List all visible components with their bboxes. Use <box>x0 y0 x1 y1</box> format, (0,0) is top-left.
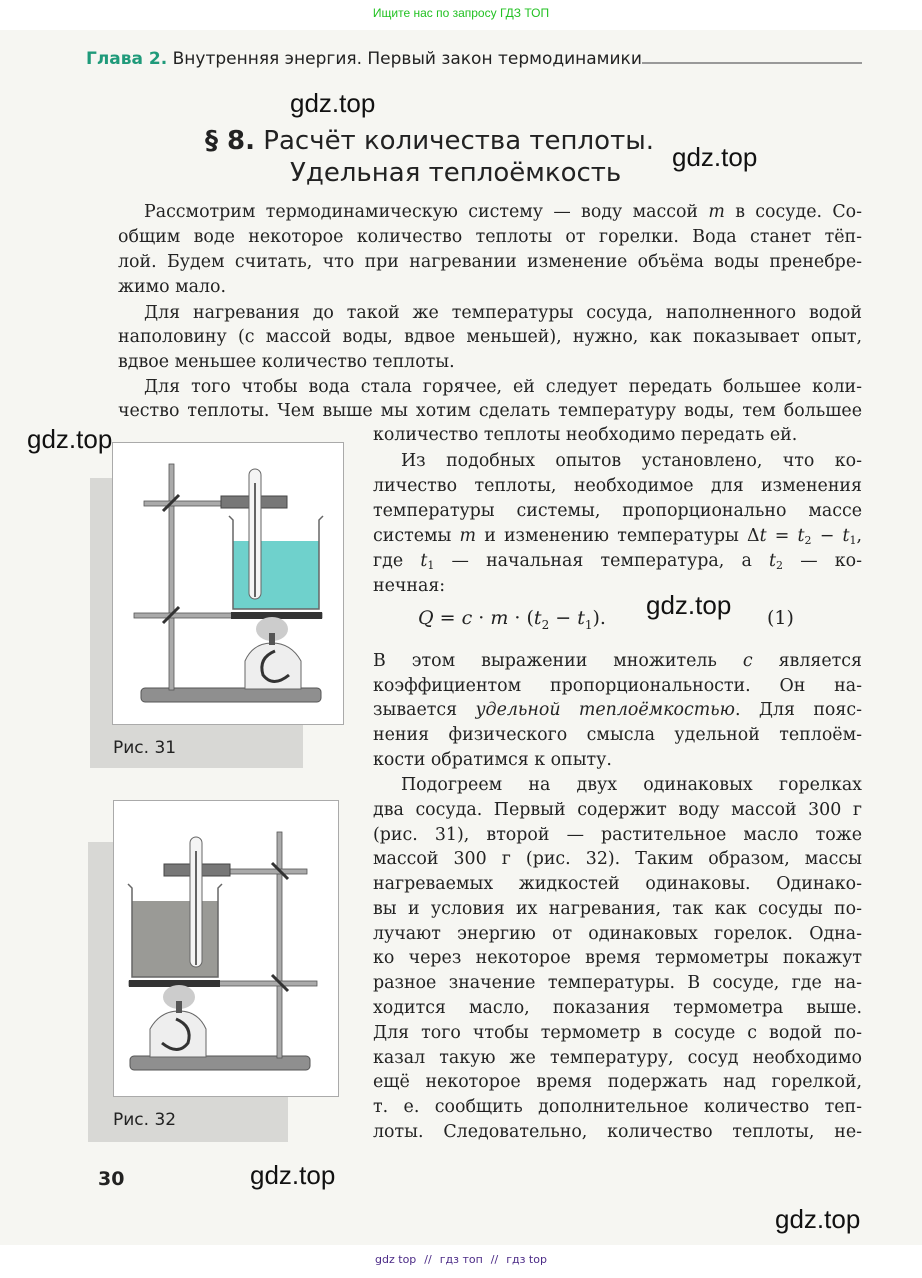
heating-oil-illustration <box>114 801 338 1096</box>
text-line <box>373 499 862 523</box>
subscript: 2 <box>804 534 812 547</box>
footer-link-gdz-top[interactable]: gdz top <box>375 1253 417 1266</box>
text-line <box>373 847 862 871</box>
search-banner-link[interactable]: Ищите нас по запросу ГДЗ ТОП <box>372 6 550 20</box>
text-line <box>401 449 862 473</box>
text-segment: системы <box>373 526 460 546</box>
text-segment: — начальная температура, а <box>434 551 770 571</box>
formula-t1: t <box>577 607 585 629</box>
text-line <box>373 872 862 896</box>
text-segment: зывается <box>373 700 476 720</box>
figure-31 <box>112 442 344 725</box>
text-segment: ходится масло, показания термометра выше. <box>373 998 862 1018</box>
formula-m: m <box>490 607 509 629</box>
lamp-wick-holder <box>269 633 275 645</box>
formula-eq: = <box>433 607 462 629</box>
liquid <box>233 541 319 609</box>
footer-link-gdz-top-ru[interactable]: гдз топ <box>439 1253 483 1266</box>
italic-term: t <box>769 551 777 571</box>
text-segment: = <box>766 526 798 546</box>
text-segment: нения физического смысла удельной теплоём- <box>373 725 862 745</box>
chapter-header <box>86 49 642 69</box>
formula-t2: t <box>533 607 542 629</box>
text-line <box>373 649 862 673</box>
formula-close: ). <box>592 607 606 629</box>
text-line <box>373 946 862 970</box>
text-line <box>373 1095 862 1119</box>
formula-number: (1) <box>767 607 794 629</box>
liquid <box>132 901 218 977</box>
text-segment: Для того чтобы термометр в сосуде с водой по- <box>373 1023 862 1043</box>
clamp-rod <box>227 869 307 874</box>
text-segment: . Для пояс- <box>734 700 862 720</box>
chapter-label: Глава 2. <box>86 49 168 69</box>
figure-32 <box>113 800 339 1097</box>
text-segment: вдвое меньшее количество теплоты. <box>118 352 455 372</box>
formula-sub2: 2 <box>541 617 550 632</box>
text-segment: температуры системы, пропорционально массе <box>373 501 862 521</box>
italic-term: m <box>708 202 725 222</box>
text-line <box>373 1120 862 1144</box>
text-segment: нечная: <box>373 576 446 596</box>
text-segment: т. е. сообщить дополнительное количество теп- <box>373 1097 862 1117</box>
text-line <box>401 773 862 797</box>
section-title-line2: Удельная теплоёмкость <box>290 158 622 188</box>
figure-31-caption: Рис. 31 <box>113 738 177 758</box>
text-segment: общим воде некоторое количество теплоты от горелки. Вода станет тёп- <box>118 227 862 247</box>
formula <box>418 607 606 632</box>
separator: // <box>424 1253 432 1266</box>
watermark: gdz.top <box>290 88 376 118</box>
text-segment: количество теплоты необходимо передать ей. <box>373 425 798 445</box>
stand-base <box>130 1056 310 1070</box>
text-segment: два сосуда. Первый содержит воду массой 300 г <box>373 800 862 820</box>
italic-term: t <box>842 526 850 546</box>
text-segment: где <box>373 551 421 571</box>
header-rule <box>642 62 862 64</box>
subscript: 1 <box>849 534 857 547</box>
text-segment: — ко- <box>783 551 863 571</box>
text-line <box>118 250 862 274</box>
footer-links <box>0 1253 922 1266</box>
watermark: gdz.top <box>250 1160 336 1190</box>
text-line <box>118 225 862 249</box>
text-line <box>373 748 862 772</box>
section-title-line1 <box>205 126 654 156</box>
figure-32-caption: Рис. 32 <box>113 1110 177 1130</box>
text-line <box>373 474 862 498</box>
text-segment: казал такую же температуру, сосуд необходимо <box>373 1048 862 1068</box>
text-line <box>144 200 862 224</box>
text-line <box>373 996 862 1020</box>
text-segment: чество теплоты. Чем выше мы хотим сделать температуру воды, тем большее <box>118 401 862 421</box>
text-segment: Рассмотрим термодинамическую систему — воду массой <box>144 202 709 222</box>
text-line <box>373 897 862 921</box>
text-segment: Для нагревания до такой же температуры сосуда, наполненного водой <box>144 303 862 323</box>
text-line <box>373 1021 862 1045</box>
text-segment: ко через некоторое время термометры покажут <box>373 948 862 968</box>
text-segment: В этом выражении множитель <box>373 651 743 671</box>
text-segment: разное значение температуры. В сосуде, где на- <box>373 973 862 993</box>
watermark: gdz.top <box>27 424 113 454</box>
italic-term: c <box>742 651 753 671</box>
stand-rod <box>277 832 282 1058</box>
text-line <box>373 524 862 548</box>
formula-c: c <box>461 607 473 629</box>
heating-water-illustration <box>113 443 343 724</box>
subscript: 1 <box>427 559 435 572</box>
text-line <box>373 798 862 822</box>
text-segment: в сосуде. Со- <box>724 202 862 222</box>
text-segment: вы и условия их нагревания, так как сосуды по- <box>373 899 862 919</box>
text-line <box>373 922 862 946</box>
watermark: gdz.top <box>672 142 758 172</box>
text-line <box>373 823 862 847</box>
text-segment: массой 300 г (рис. 32). Таким образом, массы <box>373 849 862 869</box>
chapter-title: Внутренняя энергия. Первый закон термодинамики <box>172 49 642 69</box>
clamp-rod <box>144 501 224 506</box>
italic-term: t <box>797 526 805 546</box>
text-segment: личество теплоты, необходимое для изменения <box>373 476 862 496</box>
watermark: gdz.top <box>646 590 732 620</box>
text-segment: нагреваемых жидкостей одинаковы. Одинако- <box>373 874 862 894</box>
formula-dot-paren: · ( <box>508 607 534 629</box>
text-segment: лой. Будем считать, что при нагревании изменение объёма воды пренебре- <box>118 252 862 272</box>
text-segment: ещё некоторое время подержать над горелкой, <box>373 1072 862 1092</box>
formula-sub1: 1 <box>584 617 593 632</box>
text-line <box>373 674 862 698</box>
italic-term: t <box>759 526 767 546</box>
text-segment: Подогреем на двух одинаковых горелках <box>401 775 862 795</box>
text-segment: коэффициентом пропорциональности. Он на- <box>373 676 862 696</box>
text-line <box>373 1046 862 1070</box>
italic-term: удельной теплоёмкостью <box>475 700 735 720</box>
text-segment: (рис. 31), второй — растительное масло тоже <box>373 825 862 845</box>
stand-base <box>141 688 321 702</box>
text-line <box>373 549 862 573</box>
section-title-text: Расчёт количества теплоты. <box>263 126 655 156</box>
formula-dot: · <box>472 607 491 629</box>
stand-rod <box>169 464 174 690</box>
text-line <box>118 399 862 423</box>
text-line <box>118 325 862 349</box>
text-segment: − <box>811 526 843 546</box>
watermark: gdz.top <box>775 1204 861 1234</box>
text-segment: кости обратимся к опыту. <box>373 750 612 770</box>
text-line <box>144 375 862 399</box>
text-line <box>144 301 862 325</box>
text-line <box>373 423 862 447</box>
formula-minus: − <box>549 607 578 629</box>
text-segment: , <box>856 526 862 546</box>
text-segment: и изменению температуры Δ <box>476 526 760 546</box>
text-line <box>373 723 862 747</box>
text-line <box>373 971 862 995</box>
text-segment: является <box>752 651 862 671</box>
formula-q: Q <box>418 607 434 629</box>
text-line <box>373 698 862 722</box>
text-line <box>118 350 862 374</box>
section-number: § 8. <box>205 126 256 156</box>
text-segment: лоты. Следовательно, количество теплоты, не- <box>373 1122 862 1142</box>
text-segment: Для того чтобы вода стала горячее, ей следует передать большее коли- <box>144 377 862 397</box>
page-number: 30 <box>98 1168 125 1190</box>
italic-term: m <box>459 526 477 546</box>
italic-term: t <box>420 551 428 571</box>
lamp-wick-holder <box>176 1001 182 1013</box>
footer-link-gdz-top-mixed[interactable]: гдз top <box>506 1253 547 1266</box>
text-segment: Из подобных опытов установлено, что ко- <box>401 451 862 471</box>
text-segment: жимо мало. <box>118 277 227 297</box>
subscript: 2 <box>776 559 784 572</box>
separator: // <box>490 1253 499 1266</box>
text-segment: наполовину (с массой воды, вдвое меньшей), нужно, как показывает опыт, <box>118 327 862 347</box>
text-line <box>373 1070 862 1094</box>
text-line <box>118 275 862 299</box>
text-segment: лучают энергию от одинаковых горелок. Одна- <box>373 924 862 944</box>
text-line <box>373 574 862 598</box>
